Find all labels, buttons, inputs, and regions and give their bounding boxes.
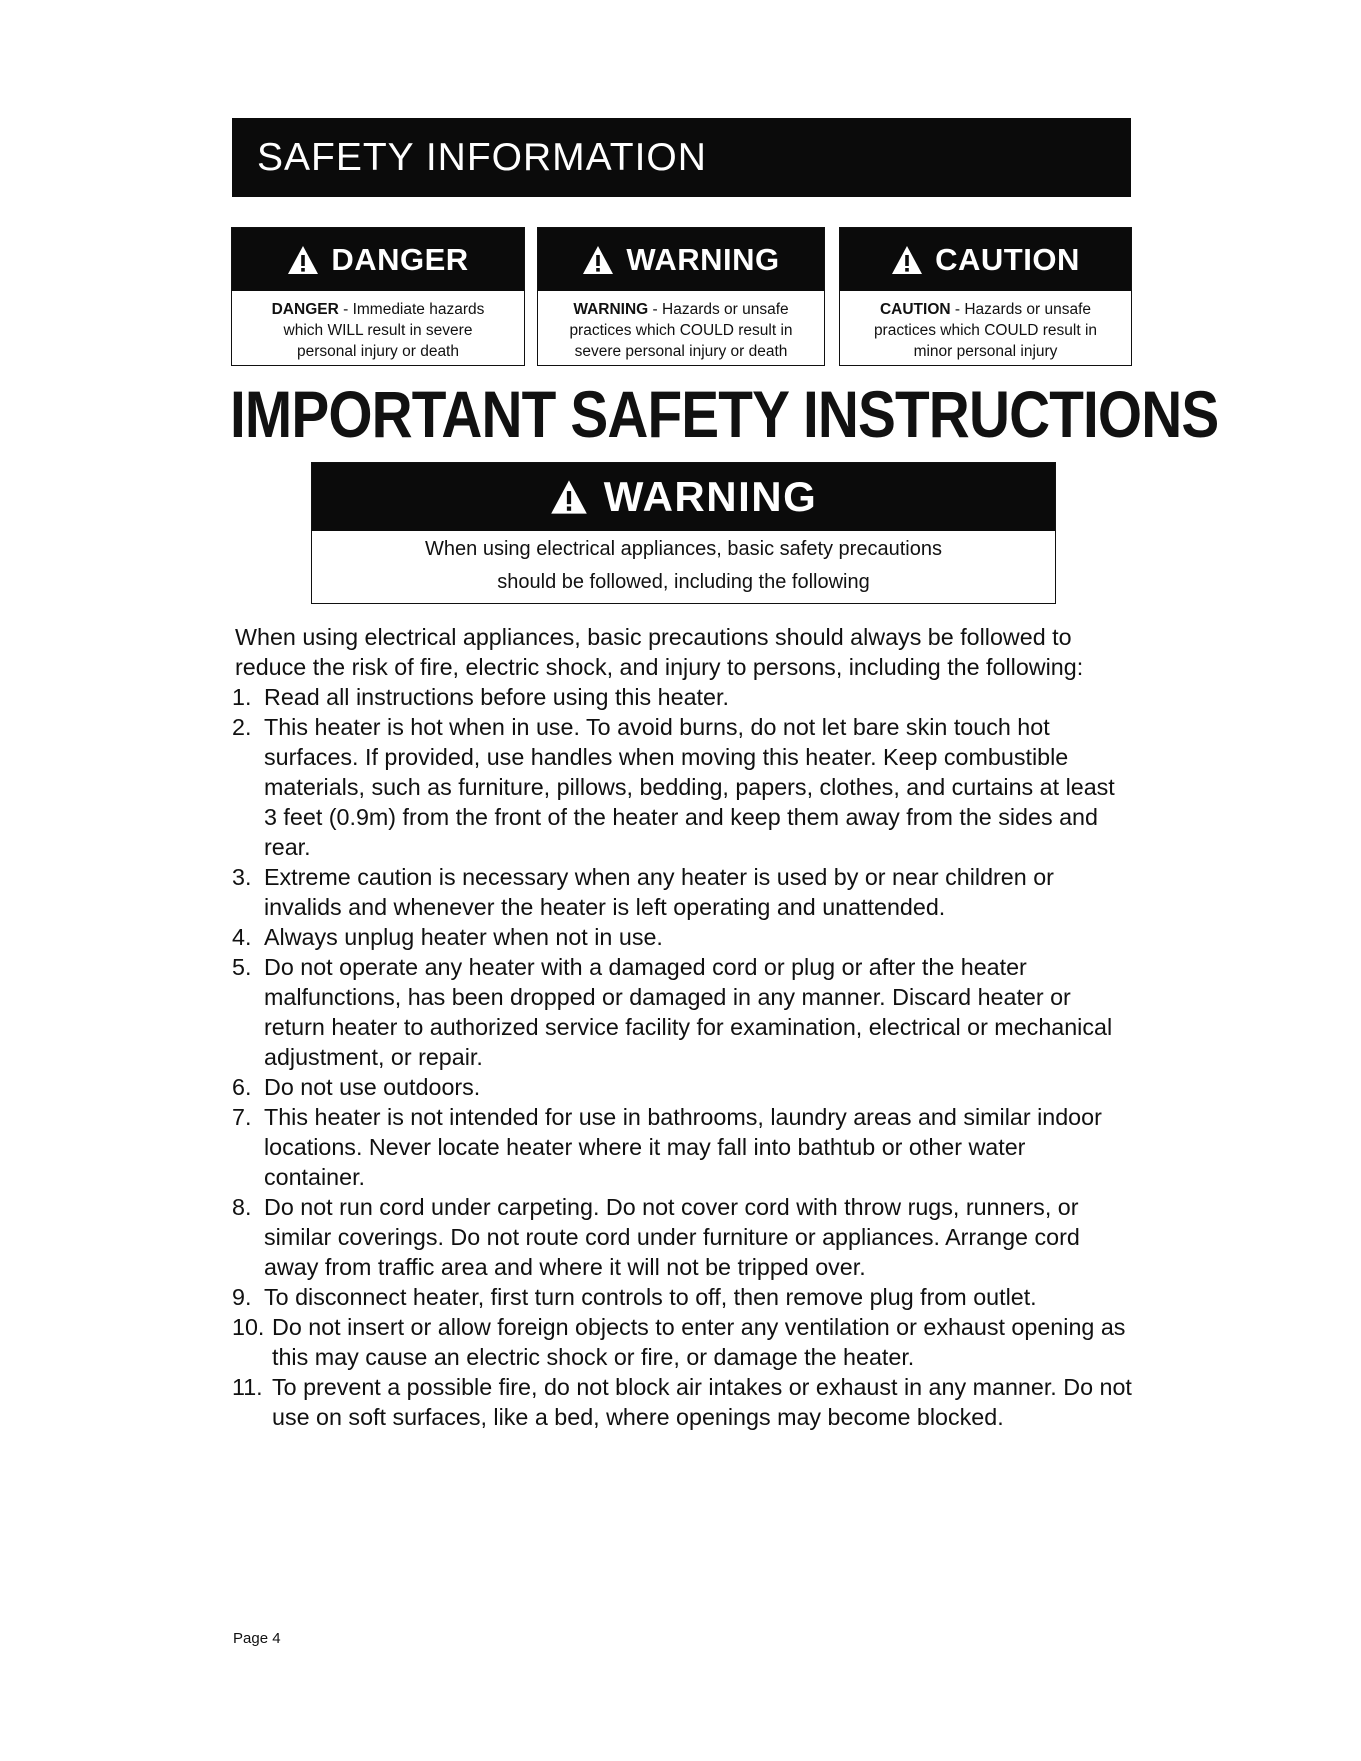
instruction-number: 1. <box>232 684 252 710</box>
warning-callout-line-2: should be followed, including the following <box>497 571 870 593</box>
instruction-item <box>232 712 1132 862</box>
danger-box <box>231 227 525 366</box>
caution-line-3: minor personal injury <box>913 343 1058 360</box>
instruction-item <box>232 1282 1132 1312</box>
instruction-text: Always unplug heater when not in use. <box>264 924 663 950</box>
warning-callout-text <box>312 531 1055 599</box>
warning-triangle-icon <box>287 245 319 275</box>
caution-line-1: Hazards or unsafe <box>964 301 1092 318</box>
instruction-text: To prevent a possible fire, do not block air intakes or exhaust in any manner. Do not use on soft surfaces, like a bed, where openings may become blocked. <box>272 1374 1132 1430</box>
instruction-text: Do not use outdoors. <box>264 1074 481 1100</box>
warning-header <box>538 228 824 291</box>
instruction-item <box>232 682 1132 712</box>
instruction-number: 11. <box>232 1374 263 1400</box>
instruction-number: 10. <box>232 1314 265 1340</box>
warning-triangle-icon <box>891 245 923 275</box>
instruction-item <box>232 1102 1132 1192</box>
caution-sep: - <box>950 301 965 318</box>
instruction-item <box>232 1072 1132 1102</box>
instruction-list <box>232 682 1132 1432</box>
warning-callout-label: WARNING <box>603 473 818 520</box>
instruction-number: 6. <box>232 1074 252 1100</box>
danger-term: DANGER <box>271 301 339 318</box>
instructions-body <box>232 622 1132 1432</box>
instruction-item <box>232 862 1132 922</box>
page-number: Page 4 <box>233 1630 281 1647</box>
caution-term: CAUTION <box>879 301 951 318</box>
section-title: SAFETY INFORMATION <box>257 135 707 179</box>
warning-label: WARNING <box>626 241 780 277</box>
instruction-text: Do not insert or allow foreign objects to enter any ventilation or exhaust opening as this may cause an electric shock or fire, or damage the heater. <box>272 1314 1126 1370</box>
warning-callout <box>311 462 1056 604</box>
section-banner <box>232 118 1131 197</box>
warning-sep: - <box>648 301 663 318</box>
instruction-text: Do not run cord under carpeting. Do not cover cord with throw rugs, runners, or similar coverings. Do not route cord under furniture or appliances. Arrange cord away from traffic area and where it will not be tripped over. <box>264 1194 1080 1280</box>
danger-label: DANGER <box>331 241 469 277</box>
caution-box <box>839 227 1132 366</box>
instruction-text: This heater is not intended for use in bathrooms, laundry areas and similar indoor locations. Never locate heater where it may fall into bathtub or other water container. <box>264 1104 1102 1190</box>
instruction-text: To disconnect heater, first turn controls to off, then remove plug from outlet. <box>264 1284 1037 1310</box>
warning-box-small <box>537 227 825 366</box>
instruction-number: 3. <box>232 864 252 890</box>
instruction-item <box>232 1372 1132 1432</box>
warning-callout-line-1: When using electrical appliances, basic safety precautions <box>425 538 942 560</box>
instruction-item <box>232 1192 1132 1282</box>
intro-paragraph: When using electrical appliances, basic precautions should always be followed to reduce the risk of fire, electric shock, and injury to persons, including the following: <box>235 624 1084 680</box>
instruction-text: Extreme caution is necessary when any heater is used by or near children or invalids and whenever the heater is left operating and unattended. <box>264 864 1054 920</box>
danger-line-1: Immediate hazards <box>352 301 485 318</box>
caution-label: CAUTION <box>935 241 1080 277</box>
instruction-number: 8. <box>232 1194 252 1220</box>
caution-description <box>840 291 1131 362</box>
warning-line-2: practices which COULD result in <box>569 322 793 339</box>
warning-triangle-icon <box>550 479 588 515</box>
danger-header <box>232 228 524 291</box>
instruction-text: Do not operate any heater with a damaged cord or plug or after the heater malfunctions, has been dropped or damaged in any manner. Discard heater or return heater to authorized service facility for examination, electrical or mechanical adjustment, or repair. <box>264 954 1113 1070</box>
instruction-number: 2. <box>232 714 252 740</box>
instruction-number: 5. <box>232 954 252 980</box>
instruction-text: This heater is hot when in use. To avoid burns, do not let bare skin touch hot surfaces. If provided, use handles when moving this heater. Keep combustible materials, such as furniture, pillows, bedding, papers, clothes, and curtains at least 3 feet (0.9m) from the front of the heater and keep them away from the sides and rear. <box>264 714 1115 860</box>
instruction-number: 7. <box>232 1104 252 1130</box>
instruction-number: 4. <box>232 924 252 950</box>
main-title: IMPORTANT SAFETY INSTRUCTIONS <box>230 377 1219 451</box>
danger-description <box>232 291 524 362</box>
warning-description <box>538 291 824 362</box>
warning-line-1: Hazards or unsafe <box>662 301 789 318</box>
caution-header <box>840 228 1131 291</box>
danger-sep: - <box>338 301 353 318</box>
instruction-text: Read all instructions before using this heater. <box>264 684 729 710</box>
instruction-item <box>232 922 1132 952</box>
danger-line-2: which WILL result in severe <box>283 322 473 339</box>
instruction-number: 9. <box>232 1284 252 1310</box>
caution-line-2: practices which COULD result in <box>873 322 1098 339</box>
instruction-item <box>232 952 1132 1072</box>
warning-triangle-icon <box>582 245 614 275</box>
warning-line-3: severe personal injury or death <box>574 343 788 360</box>
danger-line-3: personal injury or death <box>297 343 459 360</box>
warning-term: WARNING <box>573 301 649 318</box>
instruction-item <box>232 1312 1132 1372</box>
warning-callout-header <box>312 463 1055 531</box>
